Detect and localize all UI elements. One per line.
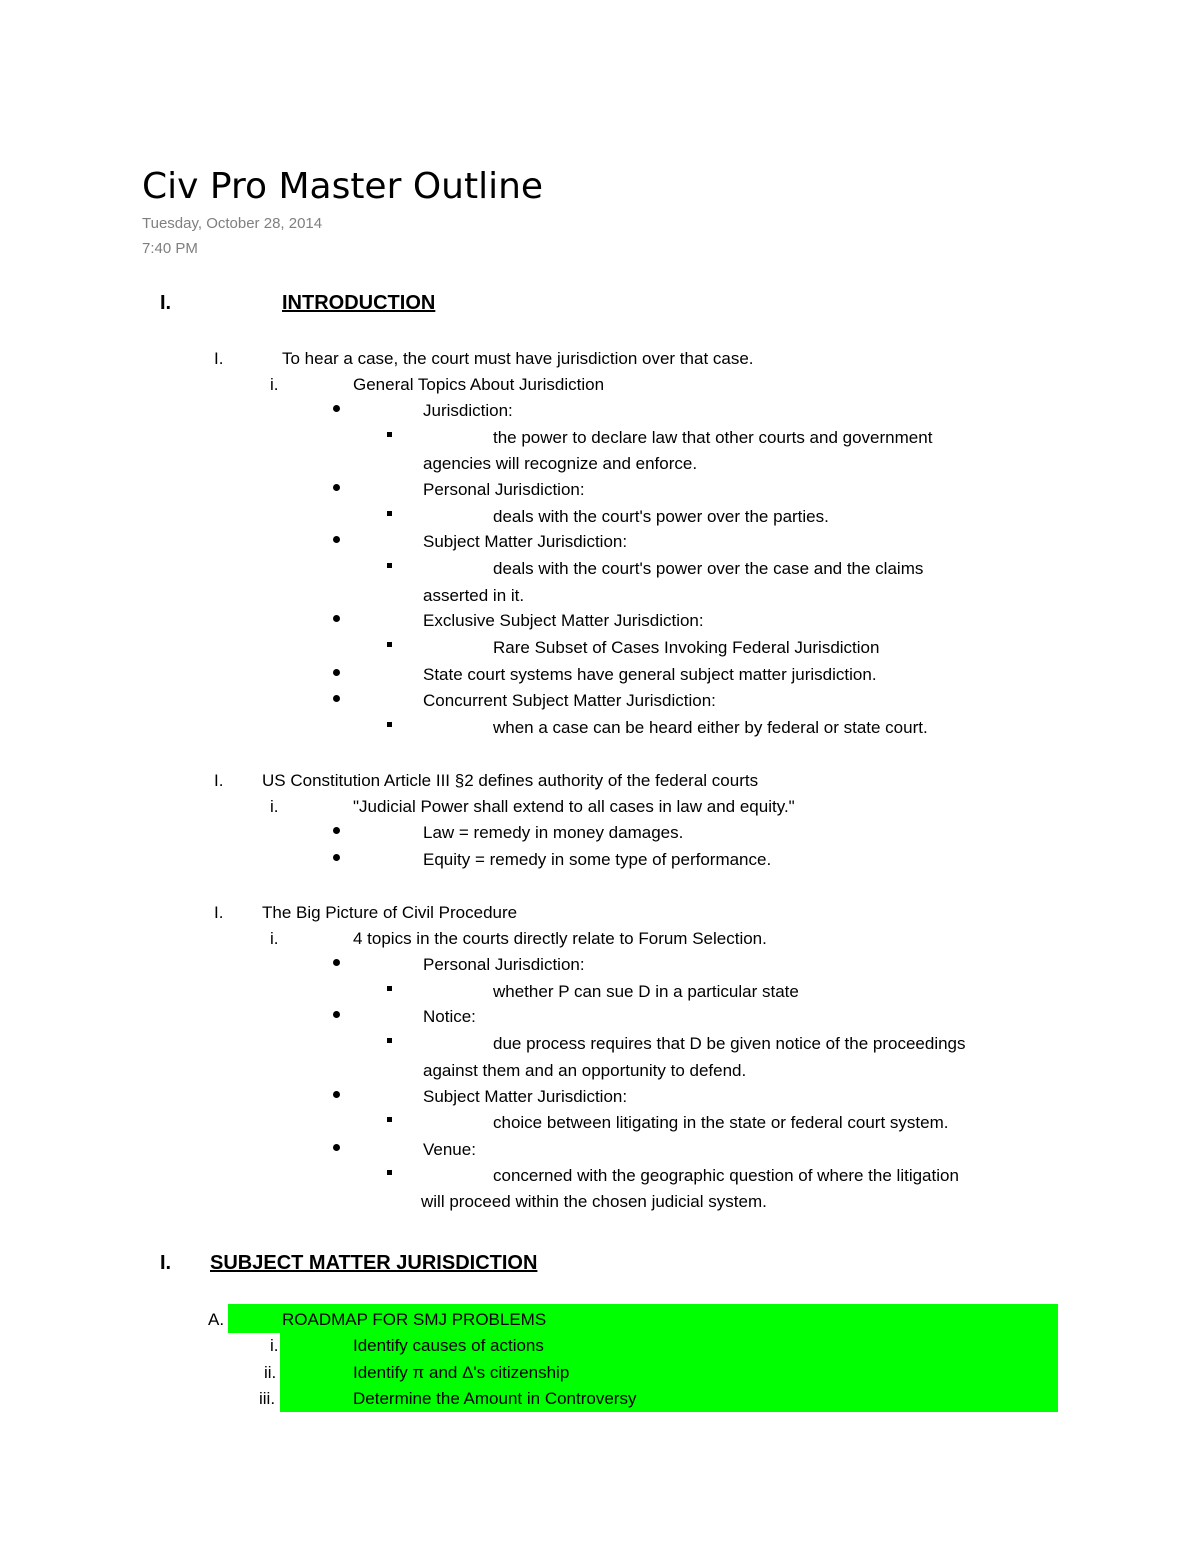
bullet-label: Personal Jurisdiction: <box>423 955 585 974</box>
page-title: Civ Pro Master Outline <box>142 166 544 207</box>
bullet-label: Exclusive Subject Matter Jurisdiction: <box>423 611 704 630</box>
outline-item: US Constitution Article III §2 defines authority of the federal courts <box>262 771 759 790</box>
bullet-icon <box>333 484 340 491</box>
time-stamp: 7:40 PM <box>142 240 198 257</box>
roadmap-step: Identify causes of actions <box>353 1336 544 1355</box>
section-heading-introduction: INTRODUCTION <box>282 292 436 314</box>
roadmap-title: ROADMAP FOR SMJ PROBLEMS <box>282 1310 547 1329</box>
outline-sub-item: 4 topics in the courts directly relate to Forum Selection. <box>353 929 767 948</box>
bullet-label: Notice: <box>423 1007 476 1026</box>
bullet-detail: deals with the court's power over the parties. <box>493 507 829 526</box>
roadmap-marker: A. <box>208 1310 225 1329</box>
square-bullet-icon <box>387 986 392 991</box>
outline-marker: I. <box>214 349 224 368</box>
bullet-label: Concurrent Subject Matter Jurisdiction: <box>423 691 716 710</box>
bullet-icon <box>333 827 340 834</box>
roadmap-step-marker: i. <box>270 1336 279 1355</box>
outline-sub-marker: i. <box>270 929 279 948</box>
section-heading-smj: SUBJECT MATTER JURISDICTION <box>210 1252 538 1274</box>
outline-marker: I. <box>214 903 224 922</box>
bullet-label: Equity = remedy in some type of performance. <box>423 850 772 869</box>
bullet-label: Subject Matter Jurisdiction: <box>423 1087 628 1106</box>
bullet-detail: the power to declare law that other courts and government <box>493 428 933 447</box>
bullet-detail: when a case can be heard either by federal or state court. <box>493 718 928 737</box>
bullet-icon <box>333 1091 340 1098</box>
bullet-detail: choice between litigating in the state or federal court system. <box>493 1113 949 1132</box>
square-bullet-icon <box>387 1117 392 1122</box>
roadmap-step: Determine the Amount in Controversy <box>353 1389 637 1408</box>
bullet-icon <box>333 615 340 622</box>
section-marker: I. <box>160 292 172 314</box>
bullet-label: Subject Matter Jurisdiction: <box>423 532 628 551</box>
square-bullet-icon <box>387 1170 392 1175</box>
bullet-label: Jurisdiction: <box>423 401 513 420</box>
outline-sub-marker: i. <box>270 797 279 816</box>
bullet-detail-continued: will proceed within the chosen judicial system. <box>421 1192 767 1211</box>
outline-item: The Big Picture of Civil Procedure <box>262 903 518 922</box>
outline-item: To hear a case, the court must have jurisdiction over that case. <box>282 349 754 368</box>
square-bullet-icon <box>387 511 392 516</box>
bullet-icon <box>333 536 340 543</box>
bullet-detail-continued: against them and an opportunity to defend. <box>423 1061 747 1080</box>
bullet-label: State court systems have general subject matter jurisdiction. <box>423 665 877 684</box>
square-bullet-icon <box>387 642 392 647</box>
square-bullet-icon <box>387 722 392 727</box>
bullet-label: Venue: <box>423 1140 476 1159</box>
bullet-detail: due process requires that D be given notice of the proceedings <box>493 1034 966 1053</box>
roadmap-step-marker: ii. <box>264 1363 277 1382</box>
outline-sub-item: "Judicial Power shall extend to all cases in law and equity." <box>353 797 795 816</box>
outline-marker: I. <box>214 771 224 790</box>
date-stamp: Tuesday, October 28, 2014 <box>142 215 323 232</box>
bullet-detail: concerned with the geographic question of where the litigation <box>493 1166 959 1185</box>
bullet-detail-continued: asserted in it. <box>423 586 525 605</box>
bullet-icon <box>333 959 340 966</box>
bullet-icon <box>333 669 340 676</box>
square-bullet-icon <box>387 432 392 437</box>
bullet-detail-continued: agencies will recognize and enforce. <box>423 454 698 473</box>
bullet-detail: deals with the court's power over the case and the claims <box>493 559 924 578</box>
bullet-icon <box>333 854 340 861</box>
bullet-icon <box>333 405 340 412</box>
bullet-detail: whether P can sue D in a particular state <box>493 982 799 1001</box>
section-marker: I. <box>160 1252 172 1274</box>
bullet-icon <box>333 1144 340 1151</box>
outline-sub-marker: i. <box>270 375 279 394</box>
bullet-icon <box>333 1011 340 1018</box>
bullet-label: Personal Jurisdiction: <box>423 480 585 499</box>
bullet-label: Law = remedy in money damages. <box>423 823 684 842</box>
bullet-detail: Rare Subset of Cases Invoking Federal Jurisdiction <box>493 638 880 657</box>
square-bullet-icon <box>387 563 392 568</box>
bullet-icon <box>333 695 340 702</box>
roadmap-step-marker: iii. <box>259 1389 276 1408</box>
outline-sub-item: General Topics About Jurisdiction <box>353 375 605 394</box>
square-bullet-icon <box>387 1038 392 1043</box>
roadmap-step: Identify π and Δ's citizenship <box>353 1363 570 1382</box>
